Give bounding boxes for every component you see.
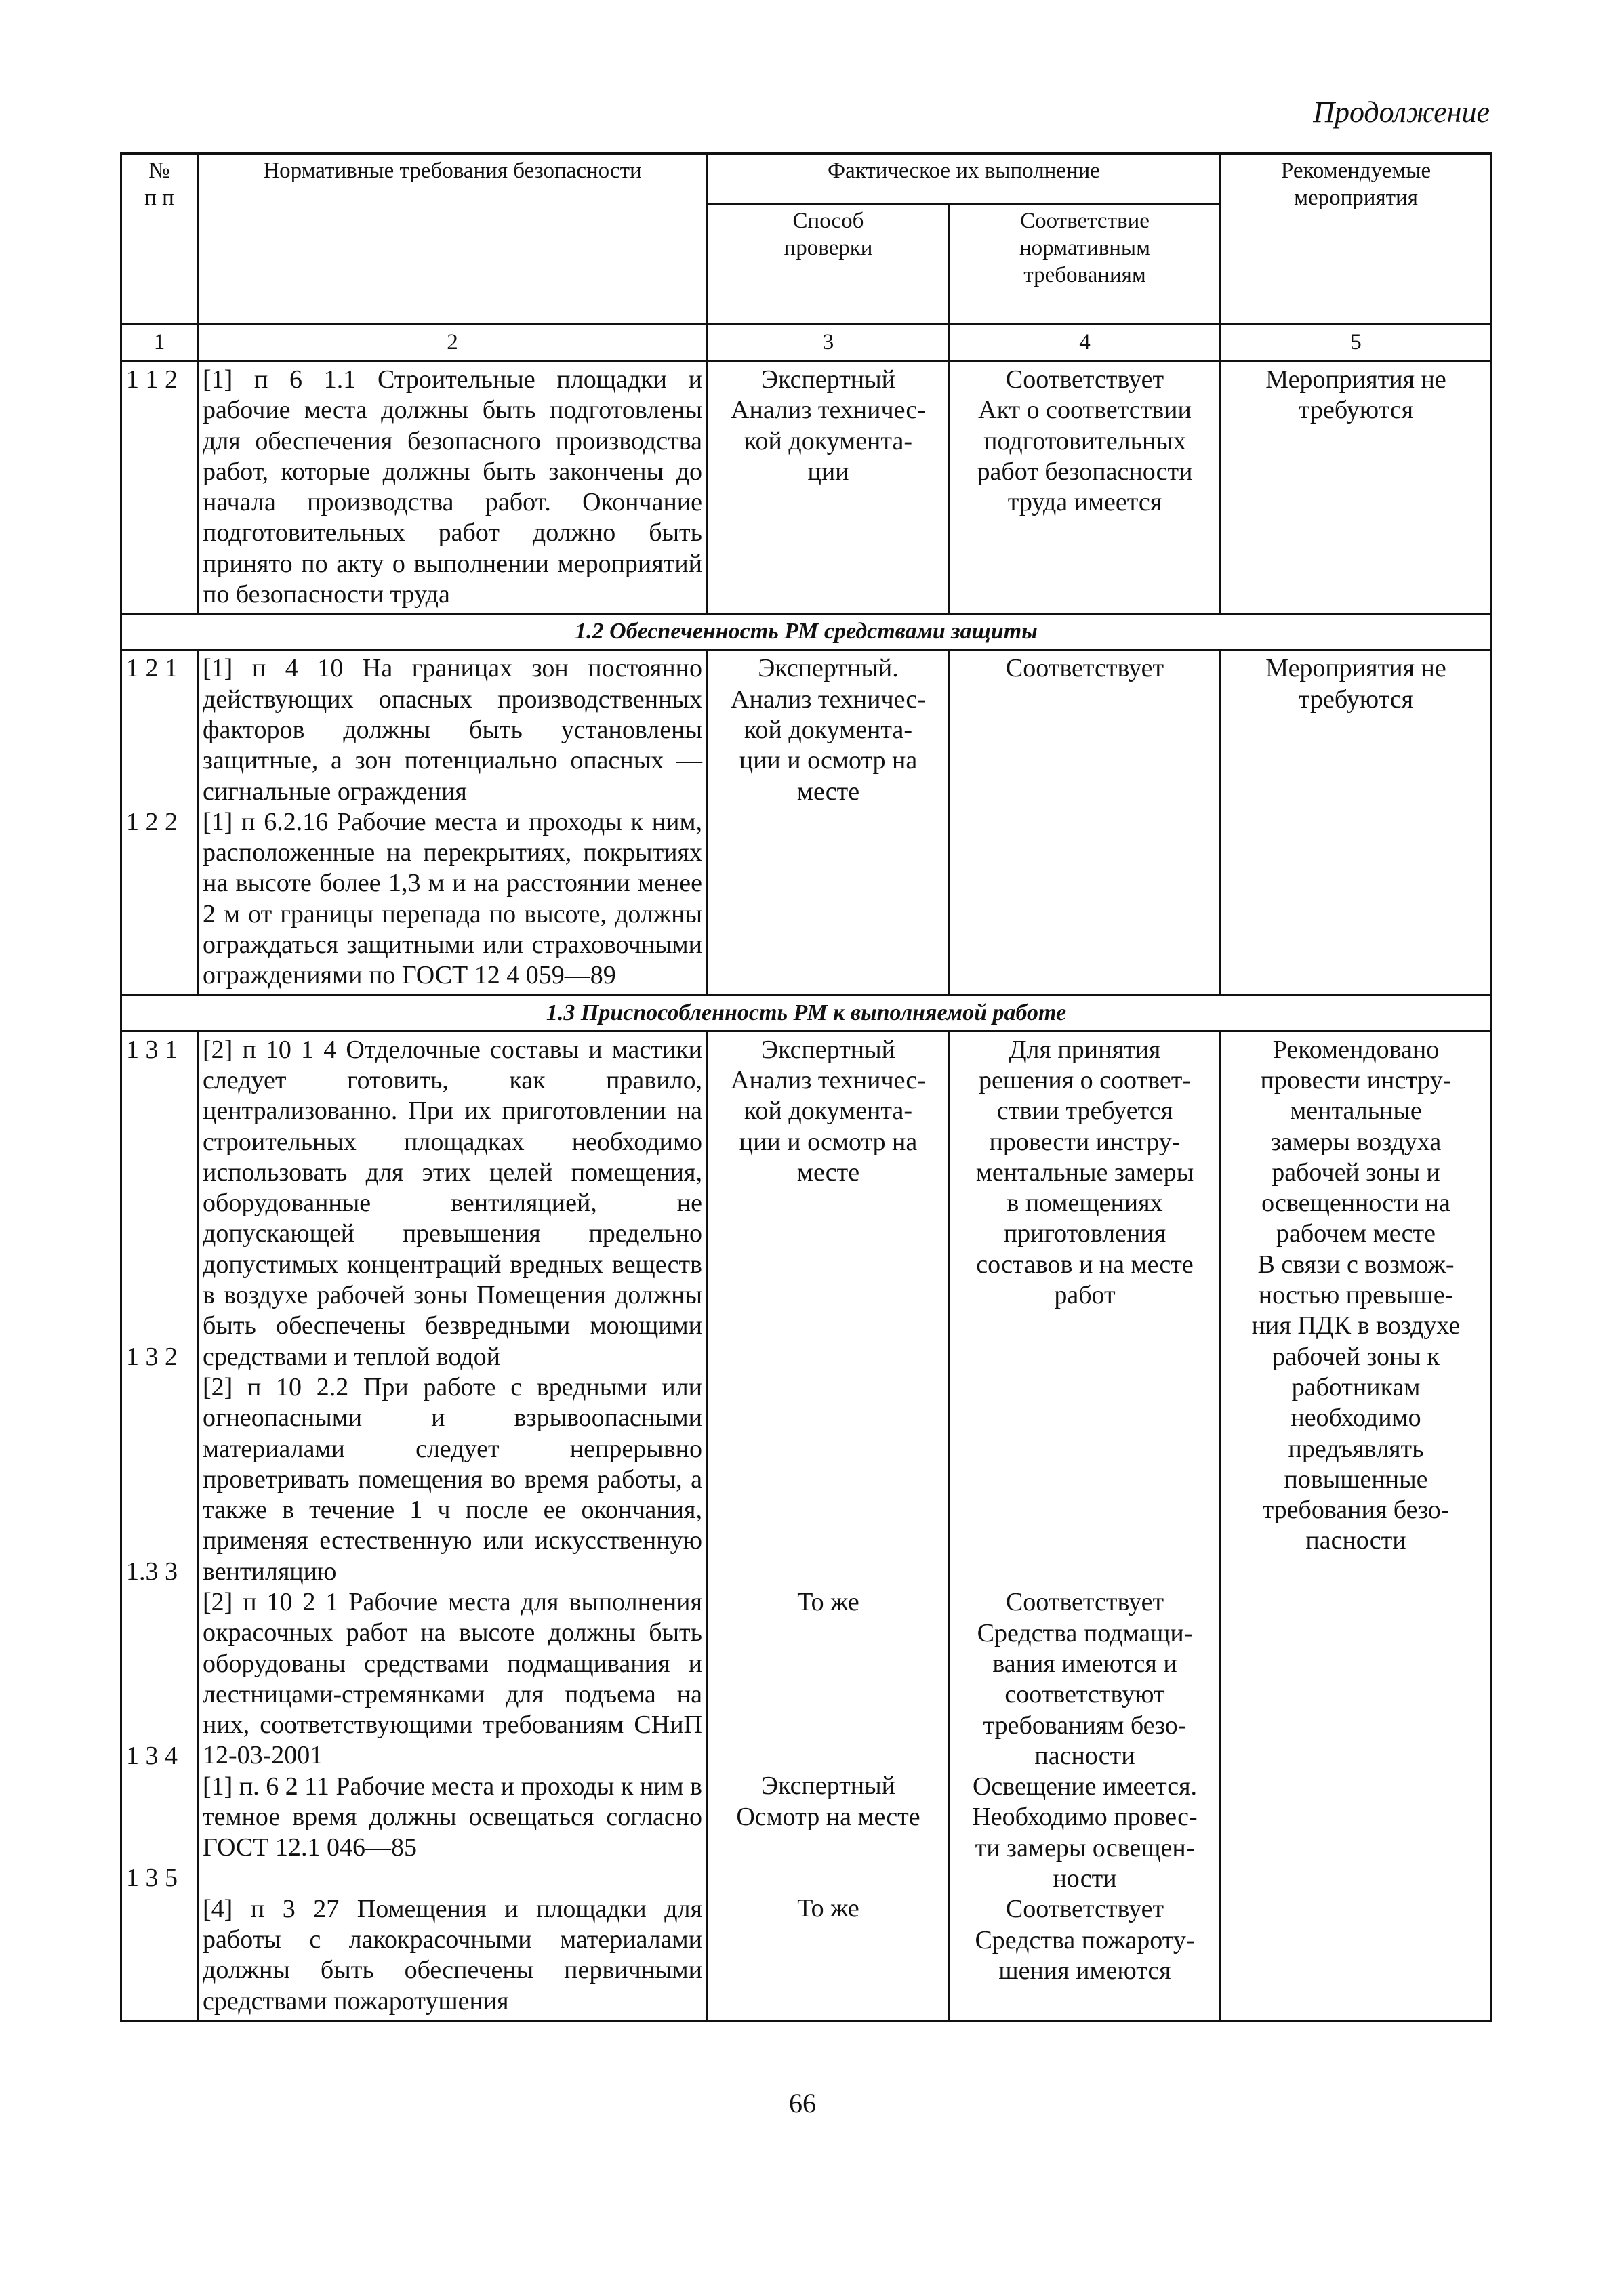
recommended-measures: Мероприятия не требуются bbox=[1221, 650, 1492, 995]
table-row bbox=[121, 361, 1492, 614]
item-number bbox=[121, 650, 198, 995]
requirement-1-3-5: [4] п 3 27 Помещения и площадки для работы с лакокрасочными материалами должны быть обеспечены первичными средствами пожаротушения bbox=[203, 1894, 702, 2015]
compliance-status bbox=[950, 1031, 1221, 2020]
item-number-1-3-2: 1 3 2 bbox=[126, 1342, 178, 1371]
column-number: 2 bbox=[198, 324, 708, 361]
item-number-1-3-1: 1 3 1 bbox=[126, 1035, 178, 1064]
safety-requirements-table bbox=[120, 152, 1492, 2022]
header-compliance: Соответствие нормативным требованиям bbox=[950, 203, 1221, 323]
table-row bbox=[121, 1031, 1492, 2020]
check-method-1-3-4: Экспертный Осмотр на месте bbox=[736, 1771, 920, 1831]
item-number-1-2-2: 1 2 2 bbox=[126, 807, 178, 836]
item-number bbox=[121, 1031, 198, 2020]
column-number: 1 bbox=[121, 324, 198, 361]
section-header-row bbox=[121, 614, 1492, 650]
item-number-1-3-5: 1 3 5 bbox=[126, 1863, 178, 1892]
item-number-1-3-3: 1.3 3 bbox=[126, 1557, 178, 1586]
header-requirements: Нормативные требования безопасности bbox=[198, 154, 708, 324]
requirement-1-3-4: [1] п. 6 2 11 Рабочие места и проходы к ним в темное время должны освещаться согласно ГОСТ 12.1 046—85 bbox=[203, 1771, 702, 1862]
requirement-1-3-3: [2] п 10 2 1 Рабочие места для выполнения окрасочных работ на высоте должны быть оборудованы средствами подмащивания и лестницами-стремянками для подъема на них, соответствующими требованиям СНиП 12-03-2001 bbox=[203, 1587, 702, 1770]
header-recommended: Рекомендуемые мероприятия bbox=[1221, 154, 1492, 324]
recommended-measures: Мероприятия не требуются bbox=[1221, 361, 1492, 614]
check-method: Экспертный Анализ техничес- кой документа- ции bbox=[708, 361, 950, 614]
compliance-status: Соответствует Акт о соответствии подготовительных работ безопасности труда имеется bbox=[950, 361, 1221, 614]
header-num: № п п bbox=[121, 154, 198, 324]
section-title: 1.3 Приспособленность РМ к выполняемой работе bbox=[121, 995, 1492, 1031]
compliance-1-3-1: Для принятия решения о соответ- ствии требуется провести инстру- ментальные замеры в помещениях приготовления составов и на месте работ bbox=[975, 1035, 1194, 1310]
header-actual-group: Фактическое их выполнение bbox=[708, 154, 1221, 204]
requirement-1-3-1: [2] п 10 1 4 Отделочные составы и мастики следует готовить, как правило, централизованно. При их приготовлении на строительных площадках необходимо использовать для этих целей помещения, оборудованные вентиляцией, не допускающей превышения предельно допустимых концентраций вредных веществ в воздухе рабочей зоны Помещения должны быть обеспечены безвредными моющими средствами и теплой водой bbox=[203, 1035, 702, 1371]
compliance-1-3-4: Освещение имеется. Необходимо провес- ти замеры освещен- ности bbox=[972, 1772, 1198, 1893]
check-method-1-3-3: То же bbox=[797, 1588, 859, 1617]
column-number-row bbox=[121, 324, 1492, 361]
continuation-label: Продолжение bbox=[1313, 96, 1490, 129]
column-number: 3 bbox=[708, 324, 950, 361]
section-header-row bbox=[121, 995, 1492, 1031]
requirement-text bbox=[198, 650, 708, 995]
page-number: 66 bbox=[789, 2088, 816, 2118]
requirement-1-2-2: [1] п 6.2.16 Рабочие места и проходы к ним, расположенные на перекрытиях, покрытиях на высоте более 1,3 м и на расстоянии менее 2 м от границы перепада по высоте, должны ограждаться защитными или страховочными ограждениями по ГОСТ 12 4 059—89 bbox=[203, 807, 702, 990]
check-method: Экспертный. Анализ техничес- кой документа- ции и осмотр на месте bbox=[708, 650, 950, 995]
item-number: 1 1 2 bbox=[121, 361, 198, 614]
check-method-1-3-1: Экспертный Анализ техничес- кой документа- ции и осмотр на месте bbox=[731, 1035, 926, 1187]
header-method: Способ проверки bbox=[708, 203, 950, 323]
compliance-1-3-3: Соответствует Средства подмащи- вания имеются и соответствуют требованиям безо- пасности bbox=[977, 1588, 1193, 1770]
column-number: 5 bbox=[1221, 324, 1492, 361]
item-number-1-3-4: 1 3 4 bbox=[126, 1741, 178, 1770]
column-number: 4 bbox=[950, 324, 1221, 361]
requirement-text bbox=[198, 1031, 708, 2020]
check-method-1-3-5: То же bbox=[797, 1894, 859, 1923]
requirement-text: [1] п 6 1.1 Строительные площадки и рабочие места должны быть подготовлены для обеспечения безопасного производства работ, которые должны быть закончены до начала производства работ. Окончание подготовительных работ должно быть принято по акту о выполнении мероприятий по безопасности труда bbox=[198, 361, 708, 614]
item-number-1-2-1: 1 2 1 bbox=[126, 654, 178, 683]
compliance-status: Соответствует bbox=[950, 650, 1221, 995]
requirement-1-3-2: [2] п 10 2.2 При работе с вредными или огнеопасными и взрывоопасными материалами следует непрерывно проветривать помещения во время работы, а также в течение 1 ч после ее окончания, применяя естественную или искусственную вентиляцию bbox=[203, 1372, 702, 1586]
section-title: 1.2 Обеспеченность РМ средствами защиты bbox=[121, 614, 1492, 650]
recommended-measures: Рекомендовано провести инстру- ментальные замеры воздуха рабочей зоны и освещенности на рабочем месте В связи с возмож- ностью превыше- ния ПДК в воздухе рабочей зоны к работникам необходимо предъявлять повышенные требования безо- пасности bbox=[1221, 1031, 1492, 2020]
check-method bbox=[708, 1031, 950, 2020]
table-row bbox=[121, 650, 1492, 995]
requirement-1-2-1: [1] п 4 10 На границах зон постоянно действующих опасных производственных факторов должны быть установлены защитные, а зон потенциально опасных — сигнальные ограждения bbox=[203, 654, 702, 806]
compliance-1-3-5: Соответствует Средства пожароту- шения имеются bbox=[975, 1895, 1195, 1985]
